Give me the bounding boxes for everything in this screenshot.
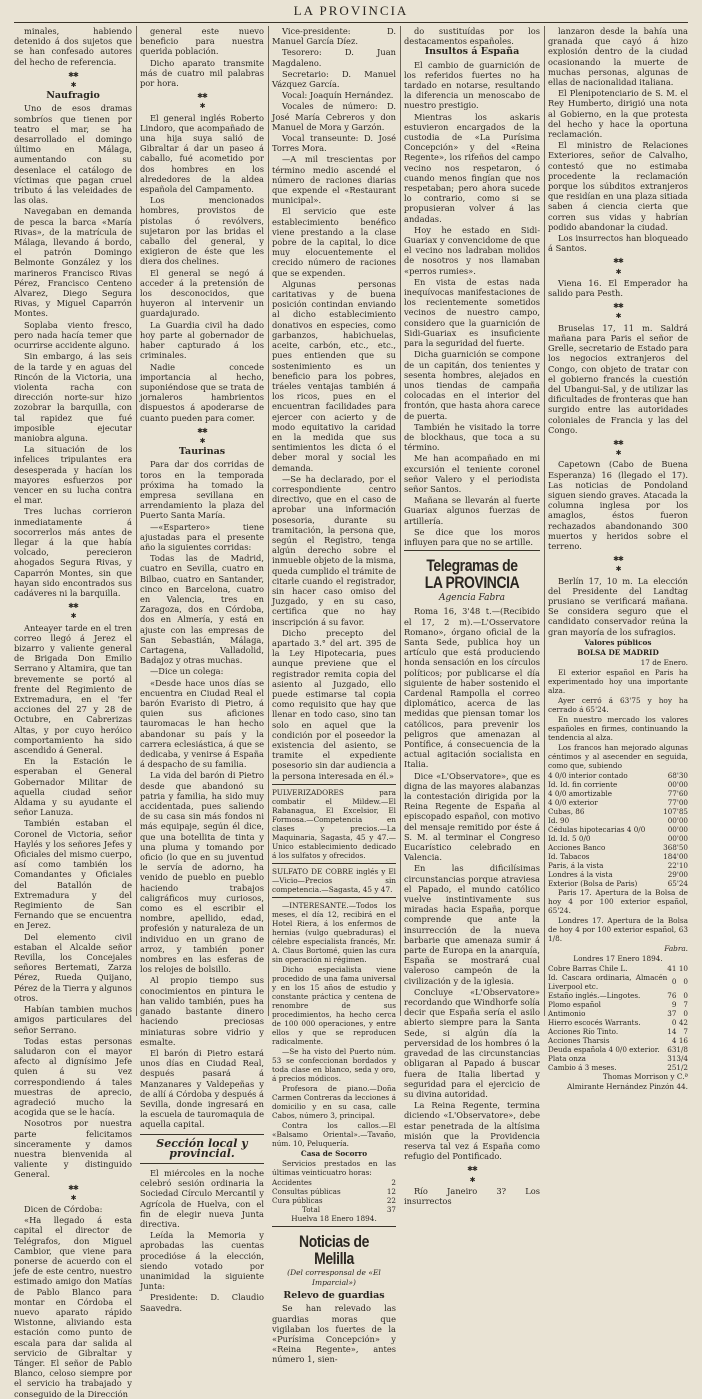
table-row bbox=[272, 1205, 396, 1214]
paragraph: En nuestro mercado los valores españoles en firmes, continuando la tendencia al alza. bbox=[548, 714, 688, 742]
table-cell: Id. Cascara ordinaria, Almacén Liverpool etc. bbox=[548, 972, 668, 991]
paragraph: —Se ha visto del Puerto núm. 53 se confeccionan bordados y toda clase en blanco, seda y oro, á precios módicos. bbox=[272, 1046, 396, 1083]
separator-stars: ✱✱ ✱ bbox=[197, 92, 207, 111]
table-cell: 10 bbox=[678, 963, 688, 973]
table-cell: 107'85 bbox=[663, 806, 688, 816]
table-cell: 29'00 bbox=[667, 869, 688, 879]
paragraph: Dicho precepto del apartado 3.° del art. 395 de la Ley Hipotecaria, pues aunque previene que el registrador remita copia del asiento al Juzgado, ello puede estimarse tal copia como requisito que hay que llenar en todo caso, sino tan solo en aquel que la condición por el poseedor la existencia del asiento, se tramite el expediente posesorio sin dar audiencia a la persona interesada en él.» bbox=[272, 627, 396, 781]
separator-stars: ✱✱ ✱ bbox=[68, 602, 78, 621]
paragraph: Habían tambien muchos amigos particulares del señor Serrano. bbox=[14, 1004, 132, 1035]
table-cell: 0 bbox=[683, 977, 688, 987]
paragraph: Vocales de número: D. José María Cebreros y don Manuel de Mora y Garzón. bbox=[272, 101, 396, 132]
table-cell: Cambio á 3 meses. bbox=[548, 1062, 617, 1072]
paragraph: Los francos han mejorado algunas céntimos y al asecender en seguida, como que, subiendo bbox=[548, 742, 688, 770]
advertisement: PULVERIZADORES para combatir el Mildew.—El Rabanagua, El Excelsior, El Formosa.—Competencia en clases y precios.—La Maquinaria, Sagasta, 45 y 47.—Unico establecimiento dedicado á los sulfatos y ofrecidos. bbox=[272, 787, 396, 860]
paragraph: —INTERESANTE.—Todos los meses, el día 12, recibirá en el Hotel Riera, á los enfermos de hernias (vulgo quebraduras) el célebre especialista francés, Mr. A. Claus Bortomé, quien las cura sin operación ni régimen. bbox=[272, 900, 396, 964]
table-row bbox=[548, 852, 688, 861]
paragraph: Mientras los askaris estuvieron encargados de la custodia de «La Purísima Concepción» y del «Reina Regente», los rifeños del campo vecino nos respetaron, ó cuando menos fingían que nos respetaban; pero ahora sucede lo contrario, como si se propusieran volver á las andadas. bbox=[404, 111, 540, 224]
table-row bbox=[548, 798, 688, 807]
signature: Thomas Morrison y C.ª bbox=[602, 1071, 688, 1081]
table-cell: 4 0/0 exterior bbox=[548, 797, 598, 807]
divider bbox=[272, 1226, 396, 1227]
table-row bbox=[548, 991, 688, 1000]
signature-address: Almirante Hernández Pinzón 44. bbox=[567, 1081, 688, 1091]
table-row bbox=[272, 1178, 396, 1187]
paragraph: Dicho especialista viene procedido de una fama universal y en los 15 años de estudio y constante práctica y centena de renombre de sus procedimientos, ha hecho cerca de 100 000 operaciones, y entre ellos y que se reproducen radicalmente. bbox=[272, 964, 396, 1046]
paragraph: Los mencionados hombres, provistos de pistolas ó revólvers, sujetaron por las bridas el caballo del general, y exigieron de éste que les diera dos chelines. bbox=[140, 195, 264, 267]
column-4 bbox=[404, 26, 540, 1206]
table-row bbox=[548, 870, 688, 879]
paragraph: Vocal: Joaquín Hernández. bbox=[282, 90, 394, 101]
separator-stars: ✱✱ ✱ bbox=[197, 426, 207, 445]
paragraph: —A mil trescientas por término medio ascendé el número de raciones diarias que expende el «Restaurant municipal». bbox=[272, 154, 396, 206]
table-row bbox=[548, 771, 688, 780]
column-divider bbox=[544, 26, 545, 1016]
dateline: Huelva 18 Enero 1894. bbox=[291, 1213, 377, 1223]
paragraph: La Reina Regente, termina diciendo «L'Observatore», debe estar penetrada de la altísima misión que la Providencia reserva tal vez á España como refugio del Pontificado. bbox=[404, 1100, 540, 1162]
paragraph: Contra los callos.—El «Balsamo Oriental».—Tavaño, núm. 10, Peluquería. bbox=[272, 1120, 396, 1148]
table-cell: 7 bbox=[683, 999, 688, 1009]
table-cell: 3/4 bbox=[676, 1053, 688, 1063]
stocks-table bbox=[548, 771, 688, 888]
table-cell: Plomo español bbox=[548, 999, 601, 1009]
dateline: 17 de Enero. bbox=[640, 657, 688, 667]
heading-bolsa: BOLSA DE MADRID bbox=[577, 647, 659, 657]
paragraph: general este nuevo beneficio para nuestra querida población. bbox=[140, 26, 264, 57]
paragraph: El exterior español en Paris ha experimentado hoy una importante alza. bbox=[548, 667, 688, 695]
table-cell: Accidentes bbox=[272, 1177, 312, 1187]
table-row bbox=[548, 964, 688, 973]
paragraph: Dicho aparato transmite más de cuatro mil palabras por hora. bbox=[140, 57, 264, 89]
table-cell: 2 bbox=[391, 1177, 396, 1187]
paragraph: Sin embargo, á las seis de la tarde y en aguas del Rincón de la Victoria, una violenta racha con dirección norte-sur hizo zozobrar la barquilla, con tal rapidez que fué imposible ejecutar maniobra alguna. bbox=[14, 351, 132, 443]
column-2 bbox=[140, 26, 264, 1313]
paragraph: Todas las de Madrid, cuatro en Sevilla, cuatro en Bilbao, cuatro en Santander, cinco en Barcelona, cuatro en Valencia, tres en Zaragoza, dos en Córdoba, dos en Almería, y está en ajuste con las empresas de San Sebastián, Málaga, Cartagena, Valladolid, Badajoz y otras muchas. bbox=[140, 553, 264, 666]
table-cell: 22'10 bbox=[667, 860, 688, 870]
column-1 bbox=[14, 26, 132, 1399]
paragraph: Profesora de piano.—Doña Carmen Contreras da lecciones á domicilio y en su casa, calle Cabos, número 3, principal. bbox=[272, 1083, 396, 1120]
agency-label: Agencia Fabra bbox=[439, 593, 505, 604]
heading-naufragio: Naufragio bbox=[46, 90, 100, 102]
table-cell: 0 bbox=[671, 1017, 677, 1027]
heading-valores: Valores públicos bbox=[584, 637, 652, 647]
dateline-label: Río Janeiro 3? bbox=[414, 1185, 507, 1196]
table-row bbox=[548, 789, 688, 798]
paragraph: Secretario: D. Manuel Vázquez García. bbox=[272, 68, 396, 90]
paragraph: Dice «L'Observatore», que es digna de las mayores alabanzas la contestación dirigida por la Reina Regente de España al episcopado español, con motivo del mensaje remitido por éste á S. M. al terminar el Congreso Eucarístico celebrado en Valencia. bbox=[404, 770, 540, 863]
subheading: (Del corresponsal de «El Imparcial») bbox=[287, 1267, 381, 1288]
table-cell: Acciones Banco bbox=[548, 842, 606, 852]
paragraph: Mañana se llevarán al fuerte Guariax algunos fuerzas de artillería. bbox=[404, 495, 540, 526]
paragraph: Londres 17. Apertura de la Bolsa de hoy 4 por 100 exterior español, 63 1/8. bbox=[548, 915, 688, 943]
divider bbox=[272, 863, 396, 864]
column-5 bbox=[548, 26, 688, 1091]
paragraph: Viena 16. El Emperador ha salido para Pesth. bbox=[548, 277, 688, 299]
heading-relevo: Relevo de guardias bbox=[283, 1290, 385, 1302]
paragraph: Dicha guarnición se compone de un capitán, dos tenientes y sesenta hombres, alejados en unos tiendas de campaña colocadas en el interior del frontón, que hasta ahora carece de puerta. bbox=[404, 349, 540, 421]
divider bbox=[404, 550, 540, 551]
table-row bbox=[548, 825, 688, 834]
table-cell: 65'24 bbox=[667, 878, 688, 888]
dateline: Londres 17 Enero 1894. bbox=[573, 953, 663, 963]
paragraph: El general se negó á acceder á la pretensión de los desconocidos, que huyeron al intervenir un guardajurado. bbox=[140, 267, 264, 319]
divider bbox=[272, 897, 396, 898]
paragraph: En las dificilísimas circunstancias porque atraviesa el Papado, el mundo católico vuelve instintivamente sus miradas hacia España, porque comprende que ante la insurrección de la nueva barbarie que amenaza sumir á parte de Europa en la anarquía, España se mostrará cual valeroso campeón de la civilización y de la iglesia. bbox=[404, 863, 540, 986]
table-cell: 31 bbox=[667, 1053, 677, 1063]
paragraph: «Ha llegado á esta capital el director de Telégrafos, don Miguel Cambior, que viene para ponerse de acuerdo con el jefe de este centro, nuestro estimado amigo don Matías de Pablo Blanco para montar en Córdoba el nuevo aparato rápido Wistonne, aliviando esta estación como punto de escala para dar salida al servicio de Gibraltar y Tánger. El señor de Pablo Blanco, celoso siempre por el servicio ha trabajado y conseguido de la Dirección bbox=[14, 1215, 132, 1399]
section-title-local: Sección local y provincial. bbox=[140, 1134, 264, 1164]
paragraph: El Plenipotenciario de S. M. el Rey Humberto, dirigió una nota al Gobierno, en la que protesta del hecho y hace la oportuna reclamación. bbox=[548, 88, 688, 140]
table-row bbox=[548, 843, 688, 852]
paragraph: En vista de estas nada inequívocas manifestaciones de los recientemente sometidos vecinos de nuestro campo, considero que la guarnición de Sidi-Guariax es insuficiente para la seguridad del fuerte. bbox=[404, 276, 540, 349]
paragraph: Berlín 17, 10 m. La elección del Presidente del Landtag prusiano se verificará mañana. Se considera seguro que el candidato conservador reúna la gran mayoría de los sufragios. bbox=[548, 575, 688, 637]
separator-stars: ✱✱ ✱ bbox=[467, 1165, 477, 1184]
paragraph: La vida del barón di Pietro desde que abandonó su patria y familia, ha sido muy accidentada, pues saliendo de su casa sin más fondos ni más equipaje, según él dice, que una botellita de tinta y una pluma y tomando por oficio (lo que en su juventud le servía de adorno, ha venido de pueblo en pueblo haciendo trabajos caligráficos muy curiosos, como es el escribir el nombre, apellido, edad, profesión y naturaleza de un individuo en un grano de arroz, y también poner nombres en las esferas de los relojes de bolsillo. bbox=[140, 770, 264, 975]
table-cell: Hierro escocés Warrants. bbox=[548, 1017, 641, 1027]
table-cell: Antimonio bbox=[548, 1008, 586, 1018]
paragraph: Anteayer tarde en el tren correo llegó á Jerez el bizarro y valiente general de Brigada Don Emilio Serrano y Altamira, que tan brevemente se portó al frente del Regimiento de Extremadura, en el 'fer acciones del 27 y 28 de Octubre, en Cabrerizas Altas, y por cuyo heróico comportamiento ha sido ascendido á General. bbox=[14, 622, 132, 756]
table-cell: 4 0/0 amortizable bbox=[548, 788, 612, 798]
masthead-rule bbox=[14, 22, 688, 23]
table-row bbox=[548, 1063, 688, 1072]
heading-casa-socorro: Casa de Socorro bbox=[300, 1148, 368, 1158]
paragraph: El general inglés Roberto Lindoro, que acompañado de una hija suya salió de Gibraltar á dar un paseo á caballo, fué acometido por dos hombres en los alrededores de la aldea española del Campamento. bbox=[140, 112, 264, 195]
table-cell: Acciones Tharsis bbox=[548, 1035, 610, 1045]
paragraph: El barón di Pietro estará unos días en Ciudad Real, después pasará á Manzanares y Valdepeñas y de allí á Córdoba y después á Sevilla, donde ingresará en la escuela de tauromaquia de aquella capital. bbox=[140, 1047, 264, 1130]
table-cell: 22 bbox=[386, 1195, 396, 1205]
table-cell: 68'30 bbox=[667, 770, 688, 780]
paragraph: El servicio que este establecimiento benéfico viene prestando a la clase pobre de la capital, lo dice muy elocuentemente el crecido número de raciones que se expenden. bbox=[272, 206, 396, 278]
table-row bbox=[548, 807, 688, 816]
column-divider bbox=[136, 26, 137, 1016]
table-row bbox=[272, 1196, 396, 1205]
table-row bbox=[548, 973, 688, 991]
paragraph: Navegaban en demanda de pesca la barca «María Rivas», de la matrícula de Málaga, llevando á bordo, el patrón Domingo Belmonte González y los marineros Francisco Rivas Pérez, Francisco Centeno Alvarez, Diego Segura Rivas, y Miguel Caparrón Montes. bbox=[14, 206, 132, 319]
paragraph: Nosotros por nuestra parte felicitamos sinceramente y damos nuestra bienvenida al valiente y distinguido General. bbox=[14, 1118, 132, 1180]
table-cell: 00'00 bbox=[667, 824, 688, 834]
table-cell: 0 bbox=[671, 977, 677, 987]
paragraph: lanzaron desde la bahía una granada que cayó á hizo explosión dentro de la ciudad ocasionando la muerte de muchas personas, algunas de ellas de nacionalidad italiana. bbox=[548, 26, 688, 88]
table-row bbox=[548, 1000, 688, 1009]
paragraph: Bruselas 17, 11 m. Saldrá mañana para Paris el señor de Grelle, secretario de Estado para los negocios extranjeros del Congo, con objeto de tratar con el gobierno francés la cuestión del Ubangui-Sal, y de utilizar las dificultades de fronteras que han surgido entre las autoridades coloniales de Francia y las del Congo. bbox=[548, 322, 688, 435]
metals-table bbox=[548, 964, 688, 1072]
table-cell: Deuda española 4 0/0 exterior. bbox=[548, 1044, 660, 1054]
advertisement: SULFATO DE COBRE inglés y El—Vicio—Precios sin competencia.—Sagasta, 45 y 47. bbox=[272, 866, 396, 894]
separator-stars: ✱✱ ✱ bbox=[613, 438, 623, 458]
paragraph: El ministro de Relaciones Exteriores, señor de Calvalho, contestó que no estimaba procedente la reclamación porque los súbditos extranjeros que residían en una plaza sitiada saben á ciencia cierta que corren sus vidas y habrían podido abandonar la ciudad. bbox=[548, 140, 688, 232]
paragraph: Los insurrectos bbox=[404, 1185, 540, 1206]
table-cell: 368'50 bbox=[663, 842, 688, 852]
table-row bbox=[548, 1045, 688, 1054]
paragraph: Dicen de Córdoba: bbox=[24, 1203, 103, 1214]
table-row bbox=[272, 1187, 396, 1196]
table-cell: 0 bbox=[683, 1008, 688, 1018]
heading-taurinas: Taurinas bbox=[178, 446, 226, 458]
paragraph: Leída la Memoria y aprobadas las cuentas procedióse á la elección, siendo votado por unanimidad la siguiente Junta: bbox=[140, 1230, 264, 1292]
table-cell: Paris, á la vista bbox=[548, 860, 604, 870]
table-cell: 4 0/0 interior contado bbox=[548, 770, 628, 780]
table-cell: 37 bbox=[386, 1204, 396, 1214]
table-cell: 7 bbox=[683, 1026, 688, 1036]
table-cell: 77'00 bbox=[667, 797, 688, 807]
table-cell: 63 bbox=[667, 1044, 677, 1054]
masthead: LA PROVINCIA bbox=[293, 3, 409, 18]
table-cell: 1/8 bbox=[676, 1044, 688, 1054]
table-cell: 41 bbox=[667, 963, 677, 973]
table-cell: 00'00 bbox=[667, 779, 688, 789]
table-cell: 25 bbox=[667, 1062, 677, 1072]
table-cell: Cubas, 86 bbox=[548, 806, 585, 816]
column-divider bbox=[400, 26, 401, 1016]
paragraph: Todas estas personas saludaron con el mayor afecto al dignísimo Jefe quien á su vez correspondiendo á tales muestras de aprecio, agradeció mucho la acogida que se le hacía. bbox=[14, 1035, 132, 1118]
paragraph: do sustituídas por los destacamentos españoles. bbox=[404, 26, 540, 47]
paragraph: Servicios prestados en las últimas veinticuatro horas: bbox=[272, 1158, 396, 1177]
paragraph: —Dice un colega: bbox=[150, 666, 224, 677]
table-cell: Exterior (Bolsa de Paris) bbox=[548, 878, 638, 888]
paragraph: Vice-presidente: D. Manuel García Díez. bbox=[272, 26, 396, 47]
table-cell: Estaño inglés.—Lingotes. bbox=[548, 990, 641, 1000]
table-row bbox=[548, 1009, 688, 1018]
table-row bbox=[548, 1054, 688, 1063]
table-cell: 14 bbox=[667, 1026, 677, 1036]
table-cell: Cobre Barras Chile L. bbox=[548, 963, 628, 973]
table-row bbox=[548, 816, 688, 825]
heading-noticias-melilla: Noticias de Melilla bbox=[299, 1231, 369, 1268]
table-cell: 16 bbox=[678, 1035, 688, 1045]
table-cell: Plata onza bbox=[548, 1053, 586, 1063]
heading-telegramas: Telegramas de LA PROVINCIA bbox=[424, 556, 520, 593]
table-cell: 76 bbox=[667, 990, 677, 1000]
table-cell: 12 bbox=[386, 1186, 396, 1196]
paragraph: Para dar dos corridas de toros en la temporada próxima ha tomado la empresa sevillana en arrendamiento la plaza del Puerto Santa María. bbox=[140, 459, 264, 521]
table-cell: Consultas públicas bbox=[272, 1186, 341, 1196]
paragraph: Los insurrectos han bloqueado á Santos. bbox=[548, 233, 688, 254]
table-cell: 00'00 bbox=[667, 815, 688, 825]
table-cell: 184'00 bbox=[663, 851, 688, 861]
table-row bbox=[548, 1027, 688, 1036]
table-cell: 4 bbox=[671, 1035, 677, 1045]
table-cell: 42 bbox=[678, 1017, 688, 1027]
paragraph: Algunas personas caritativas y de buena posición contindan enviando al dicho establecimiento donativos en especies, como garbanzos, habichuelas, aceite, carbón, etc., etc., pues entienden que su sostenimiento es un beneficio para los pobres, tráeles ventajas también á los ricos, pues en el encuentran facilidades para ejercer con acierto y de modo equitativo la caridad en la medida que sus sentimientos les dicta ó el deber moral y social les demanda. bbox=[272, 278, 396, 473]
table-cell: 77'60 bbox=[667, 788, 688, 798]
paragraph: Nadie concede importancia al hecho, suponiéndose que se trata de jornaleros hambrientos dispuestos á apoderarse de cuanto pueden para comer. bbox=[140, 361, 264, 423]
table-cell: Id. Id. fin corriente bbox=[548, 779, 618, 789]
paragraph: —Se ha declarado, por el correspondiente centro directivo, que en el caso de aprobar una información posesoria, durante su tramitación, la persona que, según el Registro, tenga algún derecho sobre el inmueble objeto de la misma, queda cumplido el trámite de citarle cuando el registrador, sin hacer caso omiso del Juzgado, y en su caso, certifica que no hay inscripción á su favor. bbox=[272, 473, 396, 627]
paragraph: Tesorero: D. Juan Magdaleno. bbox=[272, 47, 396, 68]
heading-insultos: Insultos á España bbox=[424, 46, 520, 58]
column-divider bbox=[268, 26, 269, 1016]
paragraph: Vocal transeunte: D. José Torres Mora. bbox=[272, 133, 396, 154]
table-cell: Acciones Río Tinto. bbox=[548, 1026, 619, 1036]
separator-stars: ✱✱ ✱ bbox=[68, 1183, 78, 1202]
table-cell: 00'00 bbox=[667, 833, 688, 843]
paragraph: Se han relevado las guardias moras que vigilaban los fuertes de la «Purísima Concepción» y «Reina Regente», antes número 1, sien- bbox=[272, 1303, 396, 1365]
paragraph: Presidente: D. Claudio Saavedra. bbox=[140, 1292, 264, 1313]
paragraph: Soplaba viento fresco, pero nada hacía temer que ocurrirse accidente alguno. bbox=[14, 319, 132, 351]
table-row bbox=[548, 834, 688, 843]
paragraph: Tres luchas corrieron inmediatamente á socorrerlos más antes de llegar á la que había volcado, perecieron ahogados Segura Rivas, y Caparrón Montes, sin que hayan sido encontrados sus cadáveres ni la barquilla. bbox=[14, 506, 132, 598]
paragraph: minales, habiendo detenido á dos sujetos que se han confesado autores del hecho de referencia. bbox=[14, 26, 132, 67]
table-cell: Id. Id. 5 0/0 bbox=[548, 833, 591, 843]
signature-fabra: Fabra. bbox=[664, 943, 688, 953]
table-cell: Total bbox=[302, 1204, 321, 1214]
table-cell: 1/2 bbox=[676, 1062, 688, 1072]
paragraph: «Desde hace unos días se encuentra en Ciudad Real el barón Evaristo di Pietro, á quien sus aficiones tauromacas le han hecho abandonar su país y la carrera eclesiástica, á que se dedicaba, y venirse á España á despacho de su familia. bbox=[140, 677, 264, 770]
paragraph: Del elemento civil estaban el Alcalde señor Revilla, los Concejales señores Bertemati, Zarza Pérez, Rueda Quijano, Pérez de la Tierra y algunos otros. bbox=[14, 931, 132, 1003]
table-cell: 0 bbox=[683, 990, 688, 1000]
paragraph: También he visitado la torre de blockhaus, que toca a su término. bbox=[404, 421, 540, 453]
table-cell: Cura públicas bbox=[272, 1195, 323, 1205]
table-row bbox=[548, 1036, 688, 1045]
paragraph: La situación de los infelices tripulantes era desesperada y hacían los mayores esfuerzos por vencer en su lucha contra el mar. bbox=[14, 444, 132, 506]
table-cell: Id. 90 bbox=[548, 815, 570, 825]
separator-stars: ✱✱ ✱ bbox=[613, 302, 623, 321]
paragraph: Ayer cerró á 63'75 y hoy ha cerrado á 65'24. bbox=[548, 695, 688, 714]
separator-stars: ✱✱ ✱ bbox=[613, 257, 623, 276]
table-cell: Cédulas hipotecarias 4 0/0 bbox=[548, 824, 646, 834]
paragraph: Me han acompañado en mi excursión el teniente coronel señor Valero y el periodista señor Santos. bbox=[404, 453, 540, 494]
table-cell: 37 bbox=[667, 1008, 677, 1018]
paragraph: Al propio tiempo sus conocimientos en pintura le han valido también, pues ha ganado bastante dinero haciendo preciosas miniaturas sobre vidrio y esmalte. bbox=[140, 975, 264, 1047]
paragraph: Roma 16, 3'48 t.—(Recibido el 17, 2 m).—L'Osservatore Romano», órgano oficial de la Santa Sede, publica hoy un artículo que está produciendo honda sensación en los círculos políticos; por publicarse el día siguiente de haber sostenido el Cardenal Rampolla el correo diplomático, acerca de las medidas que piensan tomar los católicos, para prevenir los peligros que amenazan al Pontífice, á consecuencia de la actual agitación socialista en Italia. bbox=[404, 606, 540, 770]
table-row bbox=[548, 1018, 688, 1027]
table-row bbox=[548, 780, 688, 789]
table-cell: Id. Tabacos bbox=[548, 851, 590, 861]
table-cell: Londres á la vista bbox=[548, 869, 613, 879]
table-cell: 9 bbox=[671, 999, 677, 1009]
paragraph: Capetown (Cabo de Buena Esperanza) 16 (llegado el 17). Las noticias de Pondoland siguen siendo graves. Atacada la columna inglesa por los amaglos, éstos fueron rechazados abandonando 300 muertos y heridos sobre el terreno. bbox=[548, 459, 688, 551]
paragraph: Uno de esos dramas sombríos que tienen por teatro el mar, se ha desarrollado el domingo último en Málaga, aumentando con su desenlace el catálogo de víctimas que pagan cruel tributo á las veleidades de las olas. bbox=[14, 103, 132, 206]
table-row bbox=[548, 879, 688, 888]
paragraph: Concluye «L'Observatore» recordando que Windhorfe solía decir que España sería el asilo abierto siempre para la Santa Sede, si algún día la perversidad de los hombres ó la gravedad de las circunstancias obligaran al Papado á buscar fuera de Italia libertad y seguridad para el ejercicio de su divina autoridad. bbox=[404, 986, 540, 1099]
paragraph: El miércoles en la noche celebró sesión ordinaria la Sociedad Círculo Mercantil y Agrícola de Huelva, con el fin de elegir nueva Junta directiva. bbox=[140, 1167, 264, 1229]
paragraph: La Guardia civil ha dado hoy parte al gobernador de haber capturado á los criminales. bbox=[140, 319, 264, 361]
paragraph: También estaban el Coronel de Victoria, señor Haylés y los señores Jefes y Oficiales del mismo cuerpo, así como también los Comandantes y Oficiales del Batallón de Extremadura y del Regimiento de San Fernando que se encuentra en Jerez. bbox=[14, 818, 132, 931]
divider bbox=[272, 784, 396, 785]
column-3 bbox=[272, 26, 396, 1365]
socorro-table bbox=[272, 1178, 396, 1214]
paragraph bbox=[404, 1186, 540, 1206]
paragraph: En la Estación le esperaban el General Gobernador Militar de aquella ciudad señor Aldama y su ayudante el señor Lanuza. bbox=[14, 756, 132, 818]
paragraph: Paris 17. Apertura de la Bolsa de hoy 4 por 100 exterior español, 65'24. bbox=[548, 887, 688, 915]
paragraph: Se dice que los moros influyen para que no se artille. bbox=[404, 526, 540, 547]
table-row bbox=[548, 861, 688, 870]
separator-stars: ✱✱ ✱ bbox=[68, 70, 78, 90]
separator-stars: ✱✱ ✱ bbox=[613, 555, 623, 574]
paragraph: El cambio de guarnición de los referidos fuertes no ha tardado en notarse, resultando la diferencia un menoscabo de nuestro prestigio. bbox=[404, 59, 540, 111]
paragraph: —«Espartero» tiene ajustadas para el presente año la siguientes corridas: bbox=[140, 521, 264, 552]
paragraph: Hoy he estado en Sidi-Guariax y convencidome de que el vecino nos ladraban molidos de nosotros y nos llamaban «perros rumies». bbox=[404, 224, 540, 276]
